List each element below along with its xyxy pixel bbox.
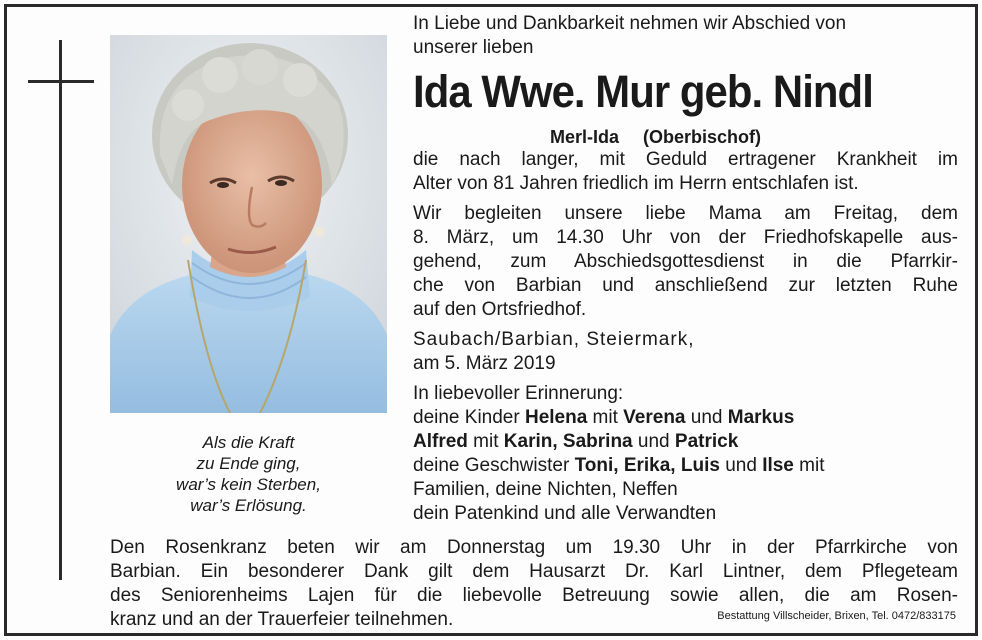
memorial-quote (110, 432, 387, 516)
mourners-list (413, 382, 958, 526)
paragraph-line: Wir begleiten unsere liebe Mama am Freitag, dem (413, 203, 958, 224)
memory-heading: In liebevoller Erinnerung: (413, 383, 624, 404)
mourners-row-relatives: dein Patenkind und alle Verwandten (413, 503, 717, 524)
cross-icon (59, 40, 62, 580)
paragraph-line: gehend, zum Abschiedsgottesdienst in die Pfarrkir- (413, 251, 958, 272)
intro-line: In Liebe und Dankbarkeit nehmen wir Abschied von (413, 13, 847, 34)
date: am 5. März 2019 (413, 353, 556, 374)
mourner-name: Alfred (413, 431, 468, 452)
paragraph-line: die nach langer, mit Geduld ertragener Krankheit im (413, 149, 958, 170)
list-text: und (685, 407, 728, 428)
list-text: mit (467, 431, 504, 452)
mourner-name: Ilse (762, 455, 794, 476)
list-text: und (632, 431, 675, 452)
paragraph-line: Alter von 81 Jahren friedlich im Herrn entschlafen ist. (413, 173, 859, 194)
funeral-home-credit: Bestattung Villscheider, Brixen, Tel. 0472/833175 (717, 610, 956, 622)
nickname-line (413, 126, 958, 148)
death-notice-paragraph (413, 148, 958, 196)
list-text: mit (793, 455, 825, 476)
paragraph-line: 8. März, um 14.30 Uhr von der Friedhofskapelle aus- (413, 227, 958, 248)
farm-name: (Oberbischof) (643, 127, 762, 147)
nickname: Merl-Ida (550, 127, 620, 147)
intro-text (413, 12, 958, 60)
mourners-row-families: Familien, deine Nichten, Neffen (413, 479, 678, 500)
mourners-row-siblings (413, 454, 958, 478)
mourner-name: Markus (727, 407, 795, 428)
mourner-name: Patrick (674, 431, 739, 452)
mourners-row-grandchildren (413, 430, 958, 454)
paragraph-line: Barbian. Ein besonderer Dank gilt dem Hausarzt Dr. Karl Lintner, dem Pflegeteam (110, 561, 958, 582)
quote-line: Als die Kraft (202, 433, 295, 452)
deceased-name: Ida Wwe. Mur geb. Nindl (413, 66, 873, 117)
cross-icon-bar (28, 80, 94, 83)
mourner-name: Toni, Erika, Luis (574, 455, 720, 476)
quote-line: war’s kein Sterben, (176, 475, 321, 494)
funeral-details-paragraph (413, 202, 958, 322)
list-text: und (719, 455, 763, 476)
list-text: deine Kinder (413, 407, 525, 428)
list-text: deine Geschwister (413, 455, 575, 476)
paragraph-line: che von Barbian und anschließend zur letzten Ruhe (413, 275, 958, 296)
quote-line: zu Ende ging, (196, 454, 301, 473)
place: Saubach/Barbian, Steiermark, (413, 329, 695, 350)
mourners-row-children (413, 406, 958, 430)
intro-line: unserer lieben (413, 37, 534, 58)
mourner-name: Karin, Sabrina (503, 431, 633, 452)
mourner-name: Verena (623, 407, 686, 428)
portrait-photo (110, 35, 387, 413)
place-and-date (413, 328, 958, 376)
mourner-name: Helena (524, 407, 588, 428)
paragraph-line: auf den Ortsfriedhof. (413, 299, 587, 320)
paragraph-line: des Seniorenheims Lajen für die liebevolle Betreuung sowie allen, die am Rosen- (110, 585, 958, 606)
paragraph-line: Den Rosenkranz beten wir am Donnerstag um 19.30 Uhr in der Pfarrkirche von (110, 537, 958, 558)
quote-line: war’s Erlösung. (190, 496, 307, 515)
obituary-text-column (413, 12, 958, 526)
paragraph-line: kranz und an der Trauerfeier teilnehmen. (110, 609, 454, 630)
list-text: mit (587, 407, 624, 428)
